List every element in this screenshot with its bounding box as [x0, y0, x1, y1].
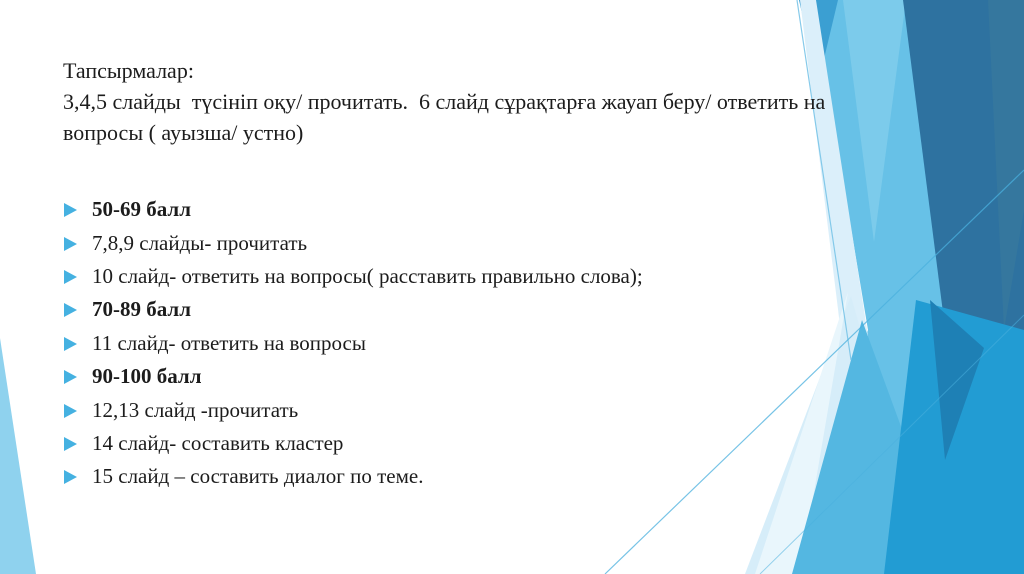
list-item-text: 15 слайд – составить диалог по теме. — [92, 464, 424, 489]
bullet-triangle-icon — [64, 237, 77, 251]
slide-title-block — [63, 55, 896, 148]
bullet-triangle-icon — [64, 437, 77, 451]
list-item — [63, 460, 843, 493]
list-item — [63, 193, 843, 226]
bullet-triangle-icon — [64, 203, 77, 217]
bullet-triangle-icon — [64, 470, 77, 484]
slide-title: Тапсырмалар: — [63, 58, 194, 83]
list-item — [63, 360, 843, 393]
list-item-text: 14 слайд- составить кластер — [92, 430, 344, 455]
list-item — [63, 226, 843, 259]
list-item-text: 90-100 балл — [92, 364, 202, 389]
bullet-triangle-icon — [64, 303, 77, 317]
bullet-triangle-icon — [64, 337, 77, 351]
bullet-triangle-icon — [64, 404, 77, 418]
bullet-triangle-icon — [64, 370, 77, 384]
list-item-text: 10 слайд- ответить на вопросы( расставить правильно слова); — [92, 263, 643, 288]
list-item — [63, 260, 843, 293]
list-item — [63, 293, 843, 326]
bullet-triangle-icon — [64, 270, 77, 284]
list-item-text: 50-69 балл — [92, 197, 191, 222]
list-item — [63, 393, 843, 426]
bullet-list — [63, 193, 843, 494]
list-item-text: 12,13 слайд -прочитать — [92, 397, 299, 422]
list-item-text: 70-89 балл — [92, 297, 191, 322]
list-item-text: 11 слайд- ответить на вопросы — [92, 330, 366, 355]
deco-left-wedge — [0, 338, 36, 574]
list-item-text: 7,8,9 слайды- прочитать — [92, 230, 308, 255]
list-item — [63, 327, 843, 360]
list-item — [63, 427, 843, 460]
slide-title-body: 3,4,5 слайды түсініп оқу/ прочитать. 6 слайд сұрақтарға жауап беру/ ответить на вопросы ( ауызша/ устно) — [63, 89, 831, 145]
